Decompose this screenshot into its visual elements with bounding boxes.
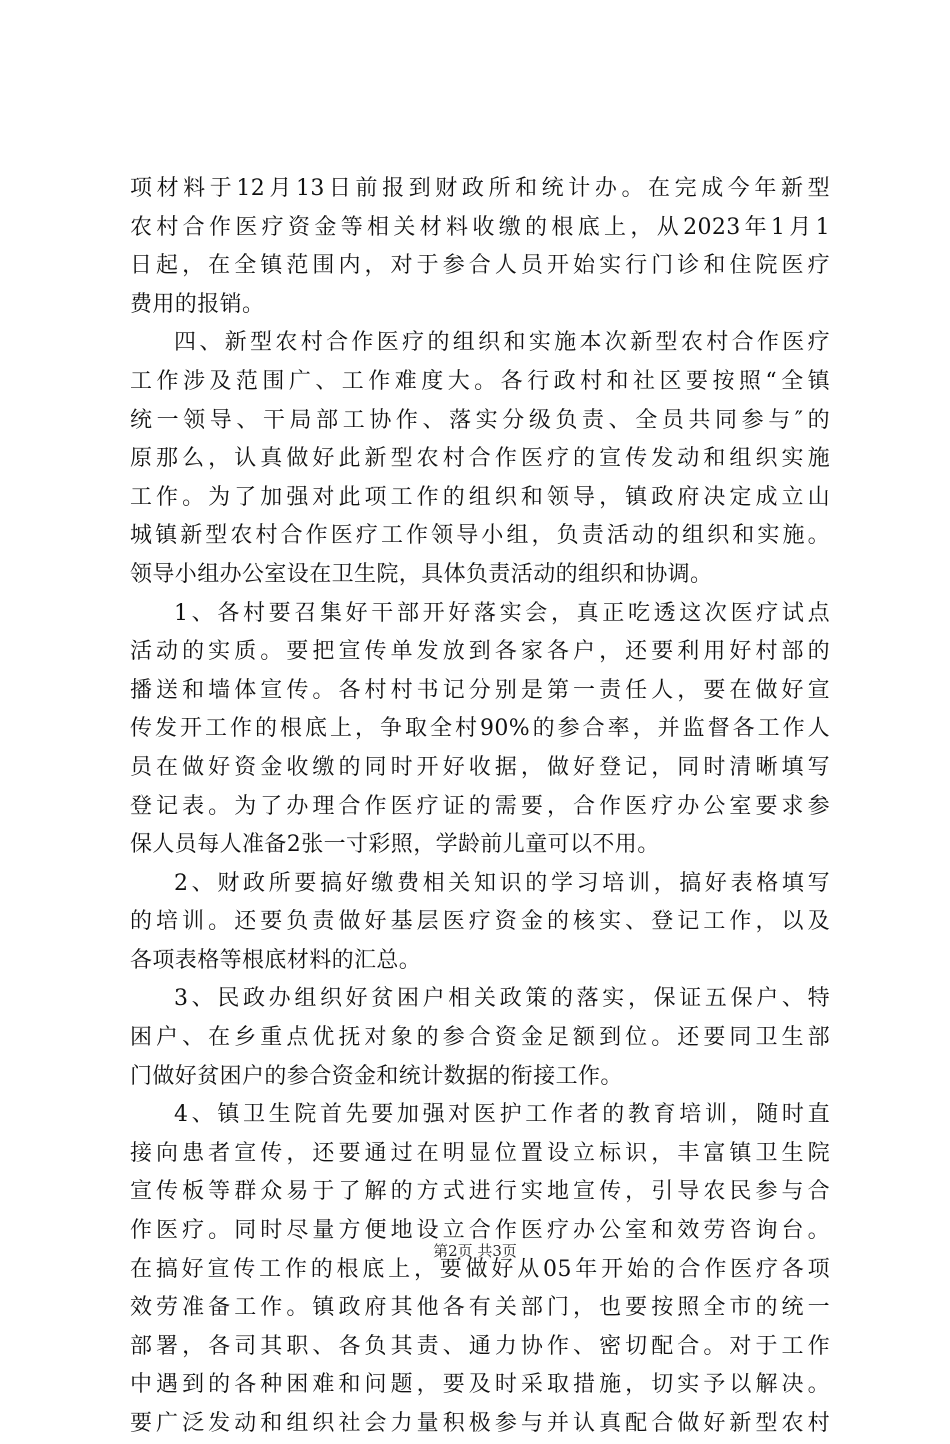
paragraph-organization <box>130 324 830 594</box>
text-line: 困户、在乡重点优抚对象的参合资金足额到位。还要同卫生部 <box>130 1025 830 1051</box>
text-line: 部署，各司其职、各负其责、通力协作、密切配合。对于工作 <box>130 1333 830 1359</box>
text-line: 原那么，认真做好此新型农村合作医疗的宣传发动和组织实施 <box>130 446 830 472</box>
text-line: 工作涉及范围广、工作难度大。各行政村和社区要按照“全镇 <box>130 368 830 394</box>
text-line: 在搞好宣传工作的根底上，要做好从05年开始的合作医疗各项 <box>130 1256 830 1282</box>
text-line: 中遇到的各种困难和问题，要及时采取措施，切实予以解决。 <box>130 1372 830 1398</box>
text-line: 登记表。为了办理合作医疗证的需要，合作医疗办公室要求参 <box>130 793 830 819</box>
text-line: 各项表格等根底材料的汇总。 <box>130 947 422 973</box>
text-line: 统一领导、干局部工协作、落实分级负责、全员共同参与″的 <box>130 407 830 433</box>
text-line: 作医疗。同时尽量方便地设立合作医疗办公室和效劳咨询台。 <box>130 1218 830 1244</box>
paragraph-continuation <box>130 170 830 324</box>
text-line: 领导小组办公室设在卫生院，具体负责活动的组织和协调。 <box>130 561 713 587</box>
text-line: 效劳准备工作。镇政府其他各有关部门，也要按照全市的统一 <box>130 1295 830 1321</box>
text-line: 的培训。还要负责做好基层医疗资金的核实、登记工作，以及 <box>130 909 830 935</box>
text-line: 日起，在全镇范围内，对于参合人员开始实行门诊和住院医疗 <box>130 253 830 279</box>
text-line: 费用的报销。 <box>130 291 265 317</box>
text-line: 四、新型农村合作医疗的组织和实施本次新型农村合作医疗 <box>174 330 830 356</box>
text-line: 播送和墙体宣传。各村村书记分别是第一责任人，要在做好宣 <box>130 677 830 703</box>
paragraph-item-2 <box>130 865 830 981</box>
text-line: 4、镇卫生院首先要加强对医护工作者的教育培训，随时直 <box>174 1102 830 1128</box>
text-line: 要广泛发动和组织社会力量积极参与并认真配合做好新型农村 <box>130 1411 830 1436</box>
paragraph-item-1 <box>130 595 830 865</box>
text-line: 接向患者宣传，还要通过在明显位置设立标识，丰富镇卫生院 <box>130 1140 830 1166</box>
text-line: 保人员每人准备2张一寸彩照，学龄前儿童可以不用。 <box>130 832 660 858</box>
paragraph-item-4 <box>130 1096 830 1443</box>
text-line: 门做好贫困户的参合资金和统计数据的衔接工作。 <box>130 1063 623 1089</box>
text-line: 宣传板等群众易于了解的方式进行实地宣传，引导农民参与合 <box>130 1179 830 1205</box>
text-line: 工作。为了加强对此项工作的组织和领导，镇政府决定成立山 <box>130 484 830 510</box>
text-line: 城镇新型农村合作医疗工作领导小组，负责活动的组织和实施。 <box>130 523 830 549</box>
paragraph-item-3 <box>130 980 830 1096</box>
text-line: 项材料于12月13日前报到财政所和统计办。在完成今年新型 <box>130 176 830 201</box>
text-line: 活动的实质。要把宣传单发放到各家各户，还要利用好村部的 <box>130 639 830 665</box>
text-line: 传发开工作的根底上，争取全村90%的参合率，并监督各工作人 <box>130 716 830 742</box>
text-line: 员在做好资金收缴的同时开好收据，做好登记，同时清晰填写 <box>130 754 830 780</box>
page-number-footer: 第2页 共3页 <box>433 1242 517 1260</box>
text-line: 1、各村要召集好干部开好落实会，真正吃透这次医疗试点 <box>174 600 830 626</box>
text-line: 农村合作医疗资金等相关材料收缴的根底上，从2023年1月1 <box>130 214 830 240</box>
text-line: 2、财政所要搞好缴费相关知识的学习培训，搞好表格填写 <box>174 870 830 896</box>
text-line: 3、民政办组织好贫困户相关政策的落实，保证五保户、特 <box>174 986 830 1012</box>
